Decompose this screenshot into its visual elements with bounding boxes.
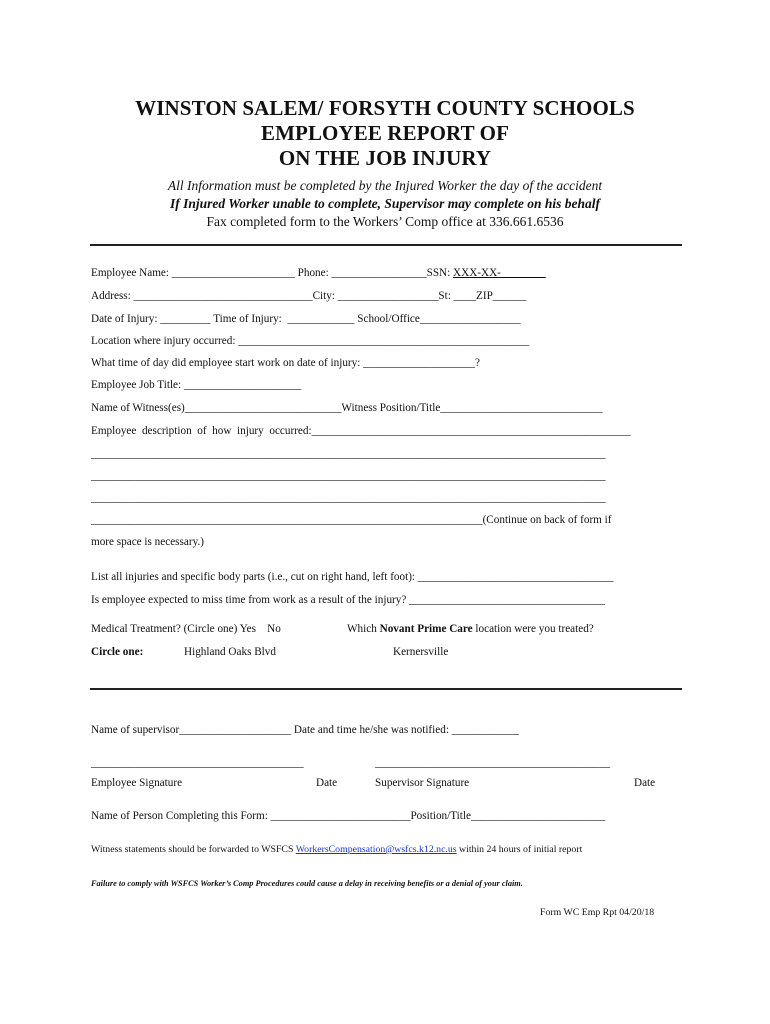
continue-note: more space is necessary.) bbox=[91, 536, 204, 548]
instructions-italic: All Information must be completed by the Injured Worker the day of the accident bbox=[167, 178, 603, 193]
supervisor-signature-line[interactable]: __________________________________________ bbox=[375, 757, 610, 769]
failure-warning: Failure to comply with WSFCS Worker’s Comp Procedures could cause a delay in receiving benefits or a denial of your claim. bbox=[91, 879, 523, 888]
description-blank-line-1[interactable]: ____________________________________________________________________________________________ bbox=[91, 448, 606, 460]
supervisor-signature-label: Supervisor Signature bbox=[375, 777, 470, 789]
which-suffix: location were you treated? bbox=[472, 623, 594, 635]
miss-time-row[interactable]: Is employee expected to miss time from work as a result of the injury? ___________________________________ bbox=[91, 594, 605, 606]
middle-divider bbox=[90, 688, 682, 690]
fax-instructions: Fax completed form to the Workers’ Comp office at 336.661.6536 bbox=[206, 214, 564, 229]
option-kernersville[interactable]: Kernersville bbox=[393, 646, 449, 658]
start-time-row[interactable]: What time of day did employee start work on date of injury: ____________________? bbox=[91, 357, 480, 369]
supervisor-row[interactable]: Name of supervisor____________________ Date and time he/she was notified: ____________ bbox=[91, 724, 519, 736]
employee-signature-line[interactable]: ______________________________________ bbox=[91, 757, 304, 769]
novant-brand: Novant Prime Care bbox=[379, 623, 473, 635]
date-time-school-row[interactable]: Date of Injury: _________ Time of Injury: ____________ School/Office__________________ bbox=[91, 313, 521, 325]
job-title-row[interactable]: Employee Job Title: _____________________ bbox=[91, 379, 302, 391]
supervisor-date-label: Date bbox=[634, 777, 656, 789]
which-location-question bbox=[347, 622, 594, 636]
witness-statement-note bbox=[91, 843, 582, 857]
description-row[interactable]: Employee description of how injury occurred:_________________________________________________________ bbox=[91, 425, 631, 437]
workers-comp-email-link[interactable]: WorkersCompensation@wsfcs.k12.nc.us bbox=[295, 844, 457, 855]
option-highland-oaks[interactable]: Highland Oaks Blvd bbox=[184, 646, 276, 658]
description-blank-line-2[interactable]: ____________________________________________________________________________________________ bbox=[91, 470, 606, 482]
employee-date-label: Date bbox=[316, 777, 338, 789]
form-id: Form WC Emp Rpt 04/20/18 bbox=[540, 907, 655, 918]
employee-signature-label: Employee Signature bbox=[91, 777, 183, 789]
title-line-1: WINSTON SALEM/ FORSYTH COUNTY SCHOOLS bbox=[135, 96, 635, 120]
employee-name-row[interactable] bbox=[91, 266, 546, 280]
top-divider bbox=[90, 244, 682, 246]
header bbox=[0, 96, 770, 231]
circle-one-label: Circle one: bbox=[91, 646, 144, 658]
which-prefix: Which bbox=[347, 623, 380, 635]
location-row[interactable]: Location where injury occurred: ____________________________________________________ bbox=[91, 335, 530, 347]
address-row[interactable]: Address: ________________________________City: __________________St: ____ZIP______ bbox=[91, 290, 527, 302]
title-line-2: EMPLOYEE REPORT OF bbox=[260, 121, 510, 145]
description-blank-line-3[interactable]: ____________________________________________________________________________________________ bbox=[91, 492, 606, 504]
witness-note-suffix: within 24 hours of initial report bbox=[456, 844, 583, 855]
witness-note-prefix: Witness statements should be forwarded to WSFCS bbox=[91, 844, 296, 855]
witness-row[interactable]: Name of Witness(es)____________________________Witness Position/Title_____________________________ bbox=[91, 402, 603, 414]
description-continue-line[interactable]: ______________________________________________________________________(Continue on back of form if bbox=[91, 514, 612, 526]
ssn-value: XXX-XX-________ bbox=[453, 267, 546, 279]
title-line-3: ON THE JOB INJURY bbox=[278, 146, 492, 170]
employee-name-label: Employee Name: ______________________ Phone: _________________SSN: bbox=[91, 267, 454, 279]
injuries-row[interactable]: List all injuries and specific body parts (i.e., cut on right hand, left foot): ___________________________________ bbox=[91, 571, 614, 583]
completing-person-row[interactable]: Name of Person Completing this Form: _________________________Position/Title________________________ bbox=[91, 810, 606, 822]
instructions-bold: If Injured Worker unable to complete, Supervisor may complete on his behalf bbox=[169, 196, 600, 211]
medical-treatment-question[interactable]: Medical Treatment? (Circle one) Yes No bbox=[91, 623, 281, 635]
